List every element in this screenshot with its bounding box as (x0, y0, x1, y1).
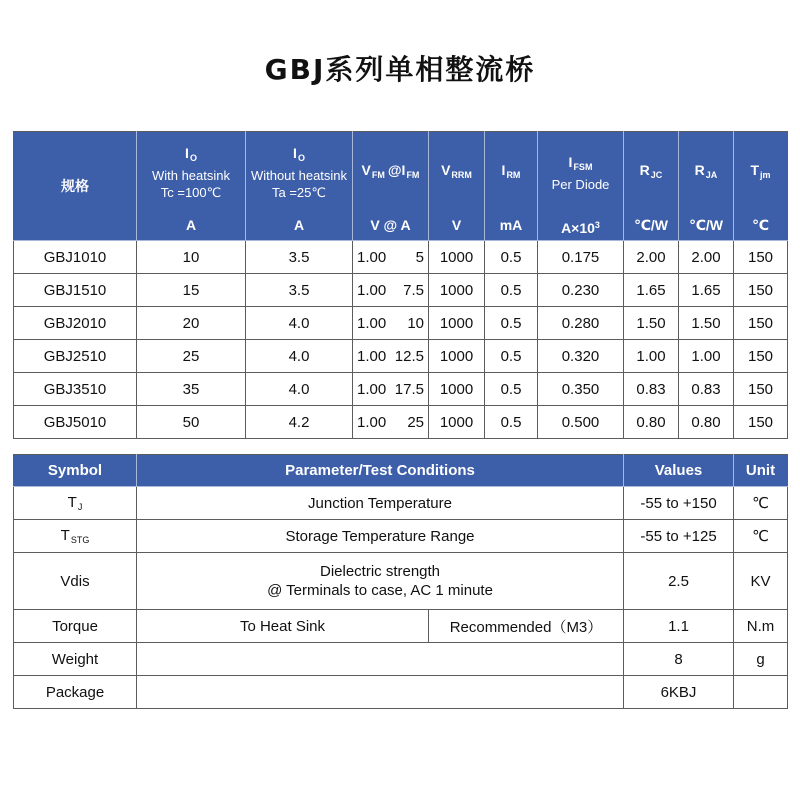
header-irm (485, 132, 538, 241)
io-free-cell: 3.5 (246, 241, 353, 274)
io-heatsink-cell: 15 (137, 274, 246, 307)
rjc-cell: 1.50 (624, 307, 679, 340)
header-rja-wrap (679, 132, 733, 240)
ifsm-cell: 0.320 (538, 340, 624, 373)
ifm-value: 5 (415, 248, 424, 266)
header-rjc-wrap (624, 132, 678, 240)
header-vrrm-wrap (429, 132, 484, 240)
header-ifsm (538, 132, 624, 241)
value-cell: 6KBJ (624, 676, 734, 709)
io-heatsink-temperature: Tc =100℃ (160, 185, 222, 200)
header-rja-top (679, 132, 733, 214)
vrrm-symbol (441, 162, 472, 184)
header-vrrm (429, 132, 485, 241)
rjc-symbol (640, 162, 663, 184)
vfm-ifm-cell (353, 406, 429, 439)
rjc-cell: 1.65 (624, 274, 679, 307)
vfm-symbol (362, 162, 420, 184)
vfm-ifm-pair (353, 414, 428, 431)
irm-cell: 0.5 (485, 307, 538, 340)
vfm-value: 1.00 (357, 413, 387, 431)
ifm-symbol-main: @I (387, 162, 406, 178)
header-vrrm-top (429, 132, 484, 214)
header-io-heatsink-top (137, 132, 245, 214)
parameter-cell (137, 643, 624, 676)
tjm-symbol (750, 162, 770, 184)
vrrm-cell: 1000 (429, 307, 485, 340)
rjc-cell: 1.00 (624, 340, 679, 373)
irm-cell: 0.5 (485, 340, 538, 373)
irm-symbol (502, 162, 521, 184)
vfm-ifm-cell (353, 373, 429, 406)
parameter-cell: To Heat Sink (137, 610, 429, 643)
rja-cell: 1.00 (679, 340, 734, 373)
irm-cell: 0.5 (485, 406, 538, 439)
model-cell: GBJ1510 (14, 274, 137, 307)
page-title: GBJ系列单相整流桥 (264, 53, 536, 86)
unit-cell: g (734, 643, 788, 676)
parameter-cell (137, 553, 624, 610)
irm-cell: 0.5 (485, 241, 538, 274)
parameter-row-weight (14, 643, 788, 676)
vfm-ifm-pair (353, 348, 428, 365)
header-rjc-top (624, 132, 678, 214)
tjm-unit: ℃ (752, 217, 769, 233)
vfm-symbol-sub: FM (371, 170, 385, 180)
header-vfm (353, 132, 429, 241)
rjc-cell: 2.00 (624, 241, 679, 274)
header-model-label: 规格 (61, 178, 89, 194)
io-free-cell: 4.0 (246, 373, 353, 406)
spec-row (14, 406, 788, 439)
header-rjc (624, 132, 679, 241)
header-irm-wrap (485, 132, 537, 240)
io-heatsink-cell: 50 (137, 406, 246, 439)
ifm-value: 7.5 (403, 281, 424, 299)
vfm-ifm-cell (353, 307, 429, 340)
spec-header-row (14, 132, 788, 241)
io-symbol (185, 145, 197, 167)
header-io-heatsink-wrap (137, 132, 245, 240)
tjm-symbol-main: T (750, 162, 760, 178)
io-heatsink-condition: With heatsink (151, 168, 231, 183)
vrrm-cell: 1000 (429, 373, 485, 406)
irm-cell: 0.5 (485, 274, 538, 307)
rja-symbol-sub: JA (705, 170, 718, 180)
value-cell: 2.5 (624, 553, 734, 610)
header-unit: Unit (734, 455, 788, 487)
unit-cell: KV (734, 553, 788, 610)
io-heatsink-cell: 35 (137, 373, 246, 406)
ifsm-unit (538, 216, 623, 234)
tjm-cell: 150 (734, 373, 788, 406)
vfm-ifm-cell (353, 340, 429, 373)
tjm-cell: 150 (734, 241, 788, 274)
header-io-free-top (246, 132, 352, 214)
rja-cell: 1.50 (679, 307, 734, 340)
rja-cell: 1.65 (679, 274, 734, 307)
parameter-header-row (14, 455, 788, 487)
vfm-ifm-cell (353, 241, 429, 274)
symbol-sub: J (77, 502, 83, 512)
parameter-cell: Junction Temperature (137, 487, 624, 520)
spec-row (14, 373, 788, 406)
spec-row (14, 274, 788, 307)
ifsm-cell: 0.175 (538, 241, 624, 274)
rjc-cell: 0.80 (624, 406, 679, 439)
rja-symbol-main: R (694, 162, 705, 178)
vfm-value: 1.00 (357, 380, 387, 398)
vrrm-cell: 1000 (429, 340, 485, 373)
rjc-unit: ℃/W (633, 217, 669, 233)
model-cell: GBJ1010 (14, 241, 137, 274)
model-cell: GBJ2510 (14, 340, 137, 373)
io-heatsink-cell: 20 (137, 307, 246, 340)
vfm-value: 1.00 (357, 314, 387, 332)
header-ifsm-wrap (538, 132, 623, 240)
io-symbol (293, 145, 305, 167)
vfm-ifm-pair (353, 282, 428, 299)
io-free-temperature: Ta =25℃ (272, 185, 326, 200)
tjm-cell: 150 (734, 307, 788, 340)
io-symbol-main: I (293, 145, 297, 161)
parameter-row-package (14, 676, 788, 709)
header-values: Values (624, 455, 734, 487)
ifsm-cell: 0.230 (538, 274, 624, 307)
header-ifsm-top (538, 132, 623, 214)
vrrm-symbol-main: V (441, 162, 451, 178)
parameter-line-2: @ Terminals to case, AC 1 minute (267, 582, 493, 599)
io-heatsink-unit: A (185, 217, 197, 233)
symbol-main: T (67, 494, 77, 511)
irm-cell: 0.5 (485, 373, 538, 406)
io-symbol-sub: O (189, 153, 197, 163)
io-free-cell: 3.5 (246, 274, 353, 307)
parameter-table (13, 454, 788, 709)
parameter-cell (137, 676, 624, 709)
parameter-row-torque (14, 610, 788, 643)
io-free-cell: 4.2 (246, 406, 353, 439)
ifm-symbol-sub: FM (406, 170, 420, 180)
vfm-symbol-main: V (361, 162, 371, 178)
header-rja (679, 132, 734, 241)
header-io-free-wrap (246, 132, 352, 240)
ifsm-cell: 0.500 (538, 406, 624, 439)
irm-symbol-sub: RM (506, 170, 521, 180)
symbol-cell: Package (14, 676, 137, 709)
irm-unit: mA (499, 217, 523, 233)
parameter-row-tstg (14, 520, 788, 553)
vfm-ifm-pair (353, 381, 428, 398)
parameter-row-tj (14, 487, 788, 520)
model-cell: GBJ3510 (14, 373, 137, 406)
io-free-cell: 4.0 (246, 340, 353, 373)
model-cell: GBJ5010 (14, 406, 137, 439)
tjm-cell: 150 (734, 340, 788, 373)
ifm-value: 25 (407, 413, 424, 431)
symbol-sub: STG (70, 535, 90, 545)
header-tjm-wrap (734, 132, 787, 240)
ifsm-condition: Per Diode (551, 176, 610, 192)
tjm-cell: 150 (734, 274, 788, 307)
header-vfm-top (353, 132, 428, 214)
ifsm-cell: 0.280 (538, 307, 624, 340)
model-cell: GBJ2010 (14, 307, 137, 340)
ifm-value: 10 (407, 314, 424, 332)
unit-cell (734, 676, 788, 709)
header-tjm-top (734, 132, 787, 214)
value-cell: 1.1 (624, 610, 734, 643)
header-tjm (734, 132, 788, 241)
vrrm-symbol-sub: RRM (451, 170, 472, 180)
spec-table (13, 131, 788, 439)
header-parameter: Parameter/Test Conditions (137, 455, 624, 487)
rja-symbol (695, 162, 718, 184)
symbol-cell: Vdis (14, 553, 137, 610)
rja-cell: 2.00 (679, 241, 734, 274)
header-model (14, 132, 137, 241)
parameter-row-vdis (14, 553, 788, 610)
vrrm-cell: 1000 (429, 274, 485, 307)
vrrm-cell: 1000 (429, 406, 485, 439)
ifm-value: 17.5 (394, 380, 424, 398)
spec-row (14, 241, 788, 274)
vfm-value: 1.00 (357, 347, 387, 365)
rjc-symbol-sub: JC (650, 170, 663, 180)
ifsm-symbol-sub: FSM (573, 161, 593, 172)
vfm-unit: V @ A (370, 217, 411, 233)
io-symbol-sub: O (297, 153, 305, 163)
io-heatsink-cell: 10 (137, 241, 246, 274)
symbol-cell (14, 520, 137, 553)
ifsm-unit-exponent: 3 (594, 220, 600, 230)
rjc-cell: 0.83 (624, 373, 679, 406)
vfm-ifm-pair (353, 249, 428, 266)
symbol-main: T (60, 527, 70, 544)
parameter-line-1: Dielectric strength (319, 563, 441, 580)
vfm-value: 1.00 (357, 248, 387, 266)
header-vfm-wrap (353, 132, 428, 240)
rja-cell: 0.80 (679, 406, 734, 439)
vfm-ifm-pair (353, 315, 428, 332)
vfm-ifm-cell (353, 274, 429, 307)
ifsm-symbol-main: I (568, 153, 573, 170)
header-io-heatsink (137, 132, 246, 241)
ifsm-unit-base: A×10 (561, 220, 595, 236)
symbol-cell (14, 487, 137, 520)
io-free-unit: A (293, 217, 305, 233)
rjc-symbol-main: R (639, 162, 650, 178)
ifsm-symbol (569, 154, 593, 176)
symbol-cell: Weight (14, 643, 137, 676)
vfm-value: 1.00 (357, 281, 387, 299)
tjm-symbol-sub: jm (760, 170, 771, 180)
header-irm-top (485, 132, 537, 214)
spec-row (14, 307, 788, 340)
vrrm-unit: V (451, 217, 462, 233)
irm-symbol-main: I (501, 162, 506, 178)
symbol-cell: Torque (14, 610, 137, 643)
tjm-cell: 150 (734, 406, 788, 439)
rja-cell: 0.83 (679, 373, 734, 406)
parameter-cell: Storage Temperature Range (137, 520, 624, 553)
header-io-free (246, 132, 353, 241)
io-symbol-main: I (185, 145, 189, 161)
unit-cell: N.m (734, 610, 788, 643)
value-cell: 8 (624, 643, 734, 676)
io-free-condition: Without heatsink (250, 168, 348, 183)
unit-cell: ℃ (734, 520, 788, 553)
parameter-note-cell: Recommended（M3） (429, 610, 624, 643)
ifsm-cell: 0.350 (538, 373, 624, 406)
vrrm-cell: 1000 (429, 241, 485, 274)
value-cell: -55 to +150 (624, 487, 734, 520)
unit-cell: ℃ (734, 487, 788, 520)
header-symbol: Symbol (14, 455, 137, 487)
io-free-cell: 4.0 (246, 307, 353, 340)
value-cell: -55 to +125 (624, 520, 734, 553)
rja-unit: ℃/W (688, 217, 724, 233)
spec-row (14, 340, 788, 373)
ifm-value: 12.5 (394, 347, 424, 365)
io-heatsink-cell: 25 (137, 340, 246, 373)
